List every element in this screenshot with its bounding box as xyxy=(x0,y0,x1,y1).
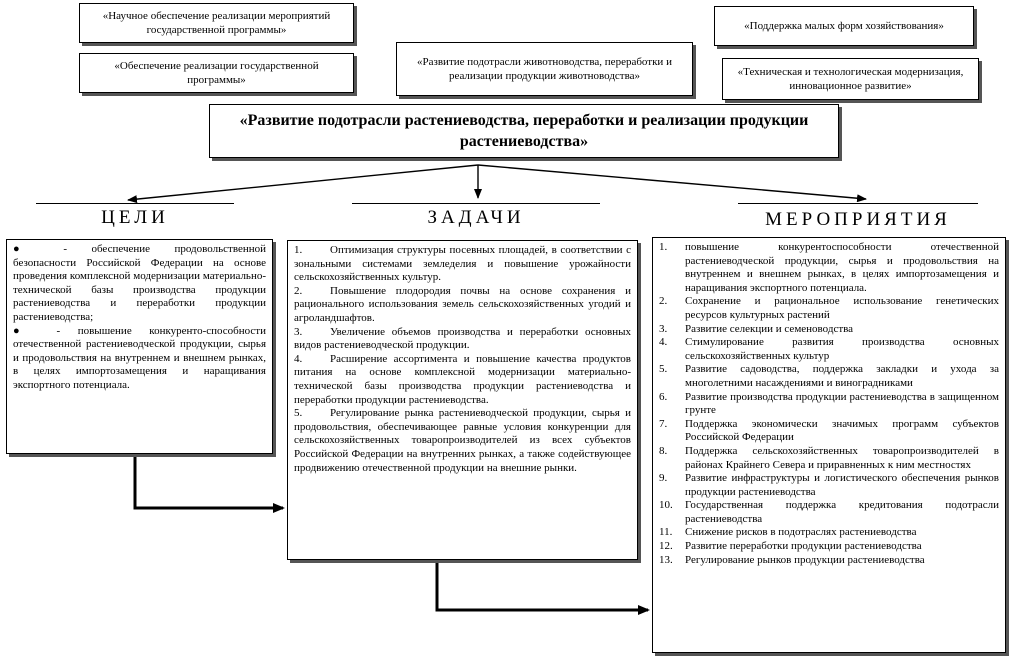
event-num: 8. xyxy=(659,444,668,457)
task-num: 1. xyxy=(294,244,303,256)
event-text: Развитие селекции и семеноводства xyxy=(685,322,854,335)
event-text: Регулирование рынков продукции растениеводства xyxy=(685,553,925,566)
event-item xyxy=(659,391,999,418)
event-item xyxy=(659,472,999,499)
event-text: Поддержка сельскохозяйственных товаропроизводителей в районах Крайнего Севера и приравненных к ним местностях xyxy=(685,444,999,471)
task-num: 2. xyxy=(294,284,303,297)
box-livestock: «Развитие подотрасли животноводства, переработки и реализации продукции животноводства» xyxy=(396,42,693,96)
event-num: 11. xyxy=(659,526,673,539)
event-text: Развитие производства продукции растениеводства в защищенном грунте xyxy=(685,390,999,417)
task-text: Повышение плодородия почвы на основе сохранения и рационального использования земель сельскохозяйственных угодий и агроландшафтов. xyxy=(294,284,631,324)
task-item xyxy=(294,353,631,407)
task-num: 5. xyxy=(294,407,303,420)
event-num: 10. xyxy=(659,499,673,512)
event-text: повышение конкурентоспособности отечественной растениеводческой продукции, сырья и продовольствия на внутреннем и внешнем рынках, в целях импортозамещения и наращивания экспортного потенциала. xyxy=(685,241,999,294)
task-item xyxy=(294,407,631,475)
event-item xyxy=(659,323,999,337)
task-num: 4. xyxy=(294,352,303,365)
box-science: «Научное обеспечение реализации мероприятий государственной программы» xyxy=(79,3,354,43)
event-num: 3. xyxy=(659,322,668,335)
event-num: 2. xyxy=(659,295,668,308)
event-num: 6. xyxy=(659,390,668,403)
event-text: Поддержка экономически значимых программ субъектов Российской Федерации xyxy=(685,417,999,444)
tasks-title-line xyxy=(352,203,600,204)
events-box xyxy=(652,237,1006,653)
event-num: 4. xyxy=(659,336,668,349)
box-modernization: «Техническая и технологическая модернизация, инновационное развитие» xyxy=(722,58,979,100)
event-num: 13. xyxy=(659,553,673,566)
arrow-events xyxy=(478,165,866,199)
tasks-title: ЗАДАЧИ xyxy=(427,207,525,228)
event-item xyxy=(659,540,999,554)
event-text: Стимулирование развития производства основных сельскохозяйственных культур xyxy=(685,336,999,362)
task-text: Регулирование рынка растениеводческой продукции, сырья и продовольствия, обеспечивающее равные условия конкуренции для сельскохозяйственных товаропроизводителей из всех субъектов Российской Федерации на внутренних рынках, а также содействующее продвижению отечественной продукции на внешние рынки. xyxy=(294,407,631,474)
event-item xyxy=(659,363,999,390)
event-text: Развитие инфраструктуры и логистического обеспечения рынков продукции растениеводства xyxy=(685,472,999,498)
events-title-line xyxy=(738,203,978,204)
goal-item xyxy=(13,243,266,325)
goals-title: ЦЕЛИ xyxy=(101,207,169,228)
arrow-goals xyxy=(128,165,478,200)
fan-arrows xyxy=(128,165,866,200)
task-item xyxy=(294,326,631,353)
event-item xyxy=(659,526,999,540)
goals-title-line xyxy=(36,203,234,204)
event-item xyxy=(659,499,999,526)
event-text: Сохранение и рациональное использование генетических ресурсов культурных растений xyxy=(685,295,999,321)
box-small-forms: «Поддержка малых форм хозяйствования» xyxy=(714,6,974,46)
task-text: Расширение ассортимента и повышение качества продуктов питания на основе комплексной модернизации материально-технической базы производства продукции растениеводства и переработки продукции растениеводства. xyxy=(294,352,631,406)
task-item xyxy=(294,244,631,285)
box-support: «Обеспечение реализации государственной программы» xyxy=(79,53,354,93)
task-num: 3. xyxy=(294,325,303,338)
bullet-icon: ● xyxy=(13,243,42,255)
tasks-box xyxy=(287,240,638,560)
bullet-icon: ● xyxy=(13,324,35,337)
event-text: Государственная поддержка кредитования подотрасли растениеводства xyxy=(685,499,999,525)
event-text: Развитие переработки продукции растениеводства xyxy=(685,540,922,553)
task-text: Увеличение объемов производства и переработки основных видов растениеводческой продукции. xyxy=(294,325,631,352)
events-title: МЕРОПРИЯТИЯ xyxy=(765,209,951,230)
goal-item xyxy=(13,325,266,393)
event-text: Снижение рисков в подотраслях растениеводства xyxy=(685,526,917,539)
event-num: 5. xyxy=(659,363,668,376)
task-item xyxy=(294,285,631,326)
goal-text: - обеспечение продовольственной безопасности Российской Федерации на основе проведения комплексной модернизации материально-технической базы производства продукции растениеводства и переработки продукции растениеводства; xyxy=(13,243,266,323)
event-item xyxy=(659,554,999,568)
event-num: 1. xyxy=(659,241,668,253)
event-item xyxy=(659,241,999,295)
event-item xyxy=(659,336,999,363)
event-num: 12. xyxy=(659,540,673,553)
event-item xyxy=(659,295,999,322)
goals-box xyxy=(6,239,273,454)
event-item xyxy=(659,418,999,445)
event-num: 9. xyxy=(659,472,668,485)
event-text: Развитие садоводства, поддержка закладки и ухода за многолетними насаждениями и виноградниками xyxy=(685,363,999,389)
event-item xyxy=(659,445,999,472)
arrow-goals-to-tasks xyxy=(135,456,283,508)
arrow-tasks-to-events xyxy=(437,562,648,610)
task-text: Оптимизация структуры посевных площадей, в соответствии с зональными системами земледелия и повышение урожайности сельскохозяйственных культур. xyxy=(294,244,631,284)
main-title: «Развитие подотрасли растениеводства, переработки и реализации продукции растениеводства» xyxy=(209,104,839,158)
event-num: 7. xyxy=(659,417,668,430)
goal-text: - повышение конкуренто-способности отечественной растениеводческой продукции, сырья и продовольствия на внутреннем и внешнем рынках, в целях импортозамещения и наращивания экспортного потенциала. xyxy=(13,324,266,391)
